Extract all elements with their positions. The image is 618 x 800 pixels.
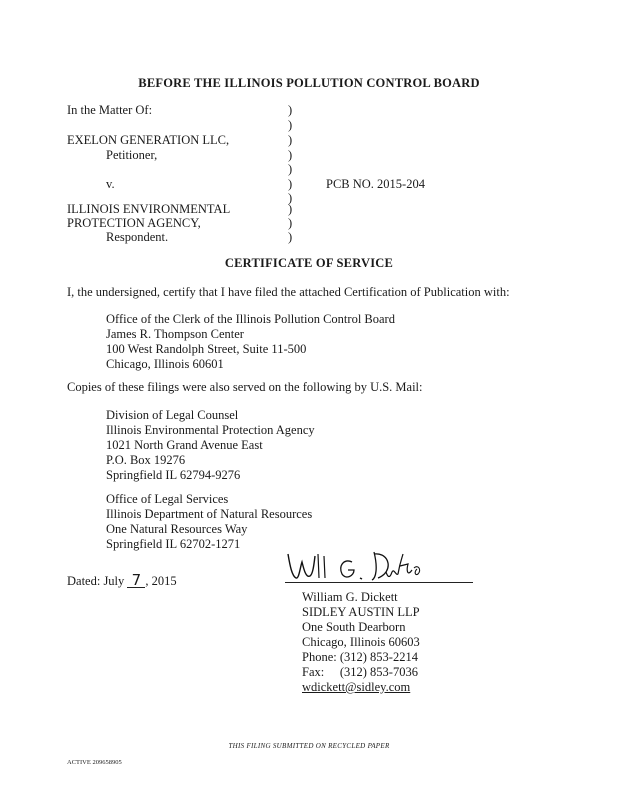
signer-email: wdickett@sidley.com: [302, 680, 411, 694]
signer-phone: Phone: (312) 853-2214: [302, 650, 418, 664]
dated-line: [67, 573, 177, 589]
caption-paren: ): [288, 230, 293, 244]
caption-paren: ): [288, 148, 293, 162]
respondent-role: Respondent.: [106, 230, 169, 244]
case-number: PCB NO. 2015-204: [326, 177, 425, 191]
address-line: Chicago, Illinois 60601: [106, 357, 224, 371]
address-line: 100 West Randolph Street, Suite 11-500: [106, 342, 307, 356]
caption-paren: ): [288, 177, 293, 191]
respondent-name-1: ILLINOIS ENVIRONMENTAL: [67, 202, 231, 216]
signer-fax: Fax: (312) 853-7036: [302, 665, 418, 679]
petitioner-name: EXELON GENERATION LLC,: [67, 133, 230, 147]
matter-of: In the Matter Of:: [67, 103, 153, 117]
address-line: One Natural Resources Way: [106, 522, 248, 536]
signer-firm: SIDLEY AUSTIN LLP: [302, 605, 420, 619]
address-line: Springfield IL 62702-1271: [106, 537, 241, 551]
address-line: Illinois Department of Natural Resources: [106, 507, 313, 521]
signer-address: One South Dearborn: [302, 620, 406, 634]
served-address-2: [106, 492, 312, 552]
address-line: Illinois Environmental Protection Agency: [106, 423, 315, 437]
address-line: Division of Legal Counsel: [106, 408, 239, 422]
address-line: Office of the Clerk of the Illinois Pollution Control Board: [106, 312, 395, 326]
filed-with-address: [106, 312, 395, 372]
served-intro: Copies of these filings were also served on the following by U.S. Mail:: [67, 380, 423, 394]
dated-label: Dated: July: [67, 574, 125, 588]
caption-paren: ): [288, 133, 293, 147]
caption-paren: ): [288, 103, 293, 117]
address-line: James R. Thompson Center: [106, 327, 244, 341]
caption-paren: ): [288, 216, 293, 230]
recycled-paper-note: THIS FILING SUBMITTED ON RECYCLED PAPER: [228, 742, 390, 750]
certificate-title: CERTIFICATE OF SERVICE: [224, 256, 394, 270]
intro-text: I, the undersigned, certify that I have filed the attached Certification of Publication with:: [67, 285, 510, 299]
served-address-1: [106, 408, 315, 483]
caption-paren: ): [288, 118, 293, 132]
respondent-name-2: PROTECTION AGENCY,: [67, 216, 201, 230]
address-line: Office of Legal Services: [106, 492, 229, 506]
signer-block: [302, 590, 420, 695]
caption-paren: ): [288, 162, 293, 176]
address-line: P.O. Box 19276: [106, 453, 186, 467]
signer-name: William G. Dickett: [302, 590, 398, 604]
caption-paren: ): [288, 202, 293, 216]
dated-year: , 2015: [145, 574, 177, 588]
signature-line: [285, 582, 473, 583]
signer-city: Chicago, Illinois 60603: [302, 635, 420, 649]
board-title: BEFORE THE ILLINOIS POLLUTION CONTROL BOARD: [138, 76, 480, 90]
address-line: 1021 North Grand Avenue East: [106, 438, 263, 452]
caption-paren: ): [288, 191, 293, 205]
versus: v.: [106, 177, 115, 191]
petitioner-role: Petitioner,: [106, 148, 158, 162]
address-line: Springfield IL 62794-9276: [106, 468, 241, 482]
document-id: ACTIVE 209658905: [67, 759, 122, 766]
dated-day: 7: [127, 573, 145, 588]
